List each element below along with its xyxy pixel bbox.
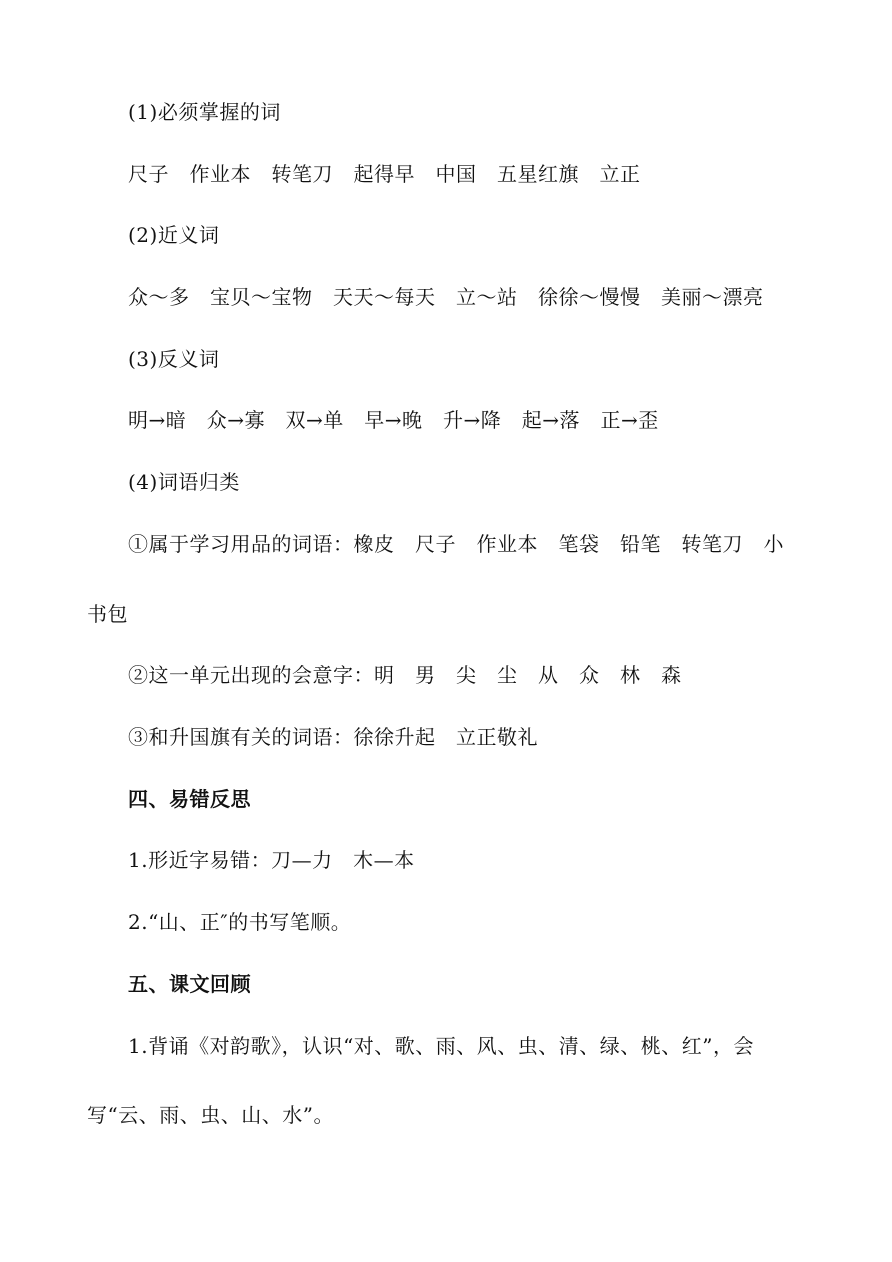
must-master-words: 尺子 作业本 转笔刀 起得早 中国 五星红旗 立正 — [128, 162, 641, 186]
review-heading: 五、课文回顾 — [128, 972, 251, 996]
errors-heading: 四、易错反思 — [128, 787, 251, 811]
classify-heading: (4)词语归类 — [128, 470, 240, 494]
classify-item-compound-characters: ②这一单元出现的会意字：明 男 尖 尘 从 众 林 森 — [128, 663, 682, 687]
classify-item-study-supplies-continued: 书包 — [87, 602, 128, 626]
synonyms-words: 众～多 宝贝～宝物 天天～每天 立～站 徐徐～慢慢 美丽～漂亮 — [128, 285, 764, 309]
errors-item-similar-characters: 1.形近字易错：刀—力 木—本 — [128, 848, 415, 872]
review-item-recite: 1.背诵《对韵歌》，认识“对、歌、雨、风、虫、清、绿、桃、红”，会 — [128, 1034, 755, 1058]
classify-item-flag-raising: ③和升国旗有关的词语：徐徐升起 立正敬礼 — [128, 725, 538, 749]
synonyms-heading: (2)近义词 — [128, 223, 220, 247]
errors-item-stroke-order: 2.“山、正″的书写笔顺。 — [128, 910, 352, 934]
antonyms-heading: (3)反义词 — [128, 347, 220, 371]
review-item-recite-continued: 写“云、雨、虫、山、水”。 — [87, 1103, 334, 1127]
classify-item-study-supplies: ①属于学习用品的词语：橡皮 尺子 作业本 笔袋 铅笔 转笔刀 小 — [128, 532, 784, 556]
antonyms-words: 明→暗 众→寡 双→单 早→晚 升→降 起→落 正→歪 — [128, 408, 659, 432]
must-master-heading: (1)必须掌握的词 — [128, 100, 281, 124]
